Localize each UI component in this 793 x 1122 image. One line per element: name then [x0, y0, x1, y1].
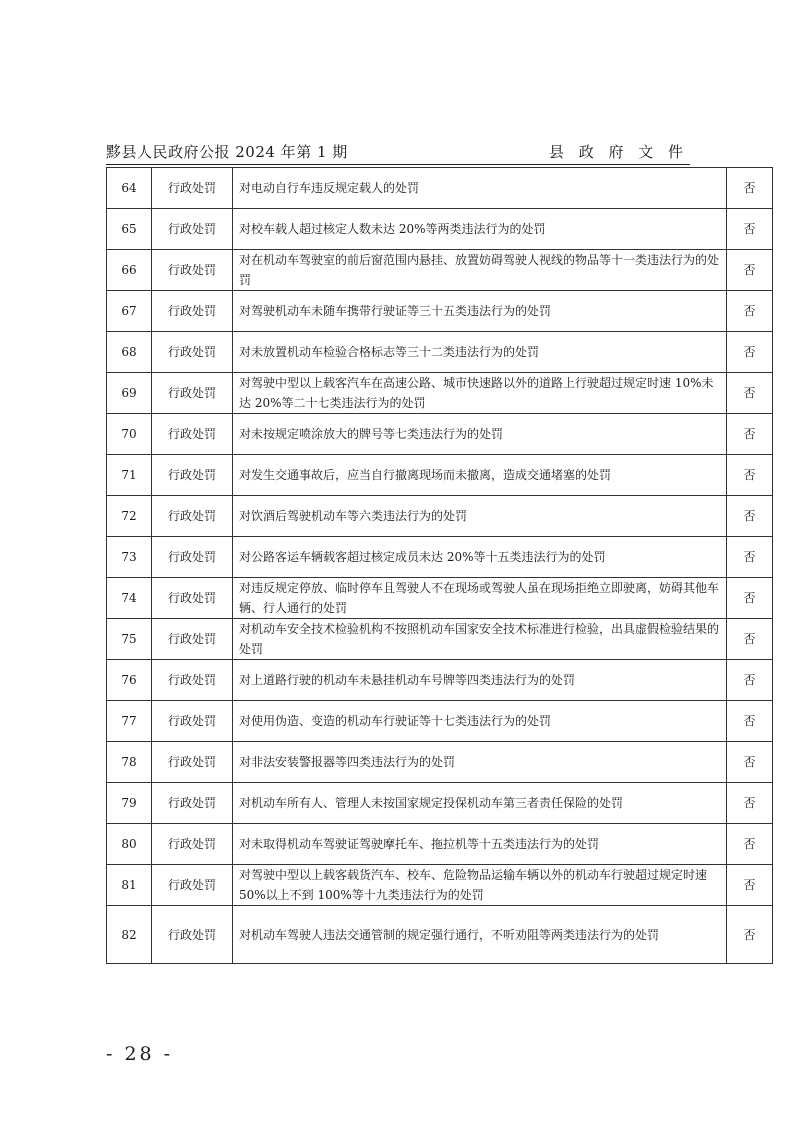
row-flag: 否	[727, 250, 773, 291]
row-flag: 否	[727, 906, 773, 964]
row-number: 65	[107, 209, 152, 250]
row-flag: 否	[727, 496, 773, 537]
row-number: 74	[107, 578, 152, 619]
row-number: 82	[107, 906, 152, 964]
row-type: 行政处罚	[152, 414, 233, 455]
row-number: 75	[107, 619, 152, 660]
row-item: 对驾驶中型以上载客汽车在高速公路、城市快速路以外的道路上行驶超过规定时速 10%未达 20%等二十七类违法行为的处罚	[233, 373, 727, 414]
row-flag: 否	[727, 291, 773, 332]
row-flag: 否	[727, 824, 773, 865]
table-row	[107, 373, 773, 414]
row-flag: 否	[727, 865, 773, 906]
row-type: 行政处罚	[152, 250, 233, 291]
table-row	[107, 906, 773, 964]
row-type: 行政处罚	[152, 865, 233, 906]
row-number: 73	[107, 537, 152, 578]
row-item: 对在机动车驾驶室的前后窗范围内悬挂、放置妨碍驾驶人视线的物品等十一类违法行为的处罚	[233, 250, 727, 291]
row-flag: 否	[727, 619, 773, 660]
row-item: 对饮酒后驾驶机动车等六类违法行为的处罚	[233, 496, 727, 537]
row-number: 69	[107, 373, 152, 414]
row-number: 77	[107, 701, 152, 742]
table-row	[107, 619, 773, 660]
row-number: 78	[107, 742, 152, 783]
row-flag: 否	[727, 373, 773, 414]
row-number: 66	[107, 250, 152, 291]
row-type: 行政处罚	[152, 291, 233, 332]
table-row	[107, 291, 773, 332]
page-header	[106, 138, 690, 165]
row-item: 对校车载人超过核定人数未达 20%等两类违法行为的处罚	[233, 209, 727, 250]
row-type: 行政处罚	[152, 906, 233, 964]
table-row	[107, 250, 773, 291]
row-number: 80	[107, 824, 152, 865]
row-type: 行政处罚	[152, 619, 233, 660]
table-row	[107, 824, 773, 865]
page-number: - 28 -	[106, 1043, 174, 1065]
row-item: 对驾驶机动车未随车携带行驶证等三十五类违法行为的处罚	[233, 291, 727, 332]
row-item: 对机动车所有人、管理人未按国家规定投保机动车第三者责任保险的处罚	[233, 783, 727, 824]
row-item: 对机动车安全技术检验机构不按照机动车国家安全技术标准进行检验，出具虚假检验结果的处罚	[233, 619, 727, 660]
row-item: 对违反规定停放、临时停车且驾驶人不在现场或驾驶人虽在现场拒绝立即驶离，妨碍其他车辆、行人通行的处罚	[233, 578, 727, 619]
row-flag: 否	[727, 168, 773, 209]
row-item: 对未按规定喷涂放大的牌号等七类违法行为的处罚	[233, 414, 727, 455]
row-type: 行政处罚	[152, 496, 233, 537]
bulletin-title: 黟县人民政府公报 2024 年第 1 期	[106, 143, 348, 161]
row-item: 对发生交通事故后，应当自行撤离现场而未撤离，造成交通堵塞的处罚	[233, 455, 727, 496]
row-type: 行政处罚	[152, 783, 233, 824]
row-item: 对驾驶中型以上载客载货汽车、校车、危险物品运输车辆以外的机动车行驶超过规定时速 50%以上不到 100%等十九类违法行为的处罚	[233, 865, 727, 906]
section-title: 县 政 府 文 件	[548, 143, 688, 161]
row-item: 对使用伪造、变造的机动车行驶证等十七类违法行为的处罚	[233, 701, 727, 742]
row-item: 对公路客运车辆载客超过核定成员未达 20%等十五类违法行为的处罚	[233, 537, 727, 578]
row-type: 行政处罚	[152, 742, 233, 783]
row-number: 76	[107, 660, 152, 701]
table-row	[107, 537, 773, 578]
table-row	[107, 742, 773, 783]
table-row	[107, 332, 773, 373]
table-row	[107, 578, 773, 619]
table-body	[107, 168, 773, 964]
row-item: 对非法安装警报器等四类违法行为的处罚	[233, 742, 727, 783]
table-row	[107, 414, 773, 455]
row-type: 行政处罚	[152, 578, 233, 619]
table-row	[107, 168, 773, 209]
row-item: 对电动自行车违反规定载人的处罚	[233, 168, 727, 209]
table-row	[107, 455, 773, 496]
row-flag: 否	[727, 742, 773, 783]
row-flag: 否	[727, 537, 773, 578]
table-row	[107, 660, 773, 701]
table-row	[107, 496, 773, 537]
row-item: 对机动车驾驶人违法交通管制的规定强行通行，不听劝阻等两类违法行为的处罚	[233, 906, 727, 964]
row-type: 行政处罚	[152, 168, 233, 209]
table-row	[107, 865, 773, 906]
row-item: 对未放置机动车检验合格标志等三十二类违法行为的处罚	[233, 332, 727, 373]
row-number: 79	[107, 783, 152, 824]
row-type: 行政处罚	[152, 660, 233, 701]
row-type: 行政处罚	[152, 455, 233, 496]
row-number: 71	[107, 455, 152, 496]
table-row	[107, 783, 773, 824]
table-row	[107, 209, 773, 250]
row-flag: 否	[727, 783, 773, 824]
row-flag: 否	[727, 209, 773, 250]
table-row	[107, 701, 773, 742]
row-type: 行政处罚	[152, 537, 233, 578]
row-item: 对未取得机动车驾驶证驾驶摩托车、拖拉机等十五类违法行为的处罚	[233, 824, 727, 865]
row-type: 行政处罚	[152, 209, 233, 250]
row-flag: 否	[727, 660, 773, 701]
row-type: 行政处罚	[152, 332, 233, 373]
row-number: 72	[107, 496, 152, 537]
penalty-table	[106, 167, 773, 964]
row-item: 对上道路行驶的机动车未悬挂机动车号牌等四类违法行为的处罚	[233, 660, 727, 701]
row-type: 行政处罚	[152, 373, 233, 414]
row-type: 行政处罚	[152, 824, 233, 865]
row-flag: 否	[727, 332, 773, 373]
row-flag: 否	[727, 701, 773, 742]
row-number: 64	[107, 168, 152, 209]
row-flag: 否	[727, 578, 773, 619]
row-number: 68	[107, 332, 152, 373]
row-flag: 否	[727, 414, 773, 455]
row-number: 67	[107, 291, 152, 332]
row-flag: 否	[727, 455, 773, 496]
row-type: 行政处罚	[152, 701, 233, 742]
row-number: 81	[107, 865, 152, 906]
row-number: 70	[107, 414, 152, 455]
